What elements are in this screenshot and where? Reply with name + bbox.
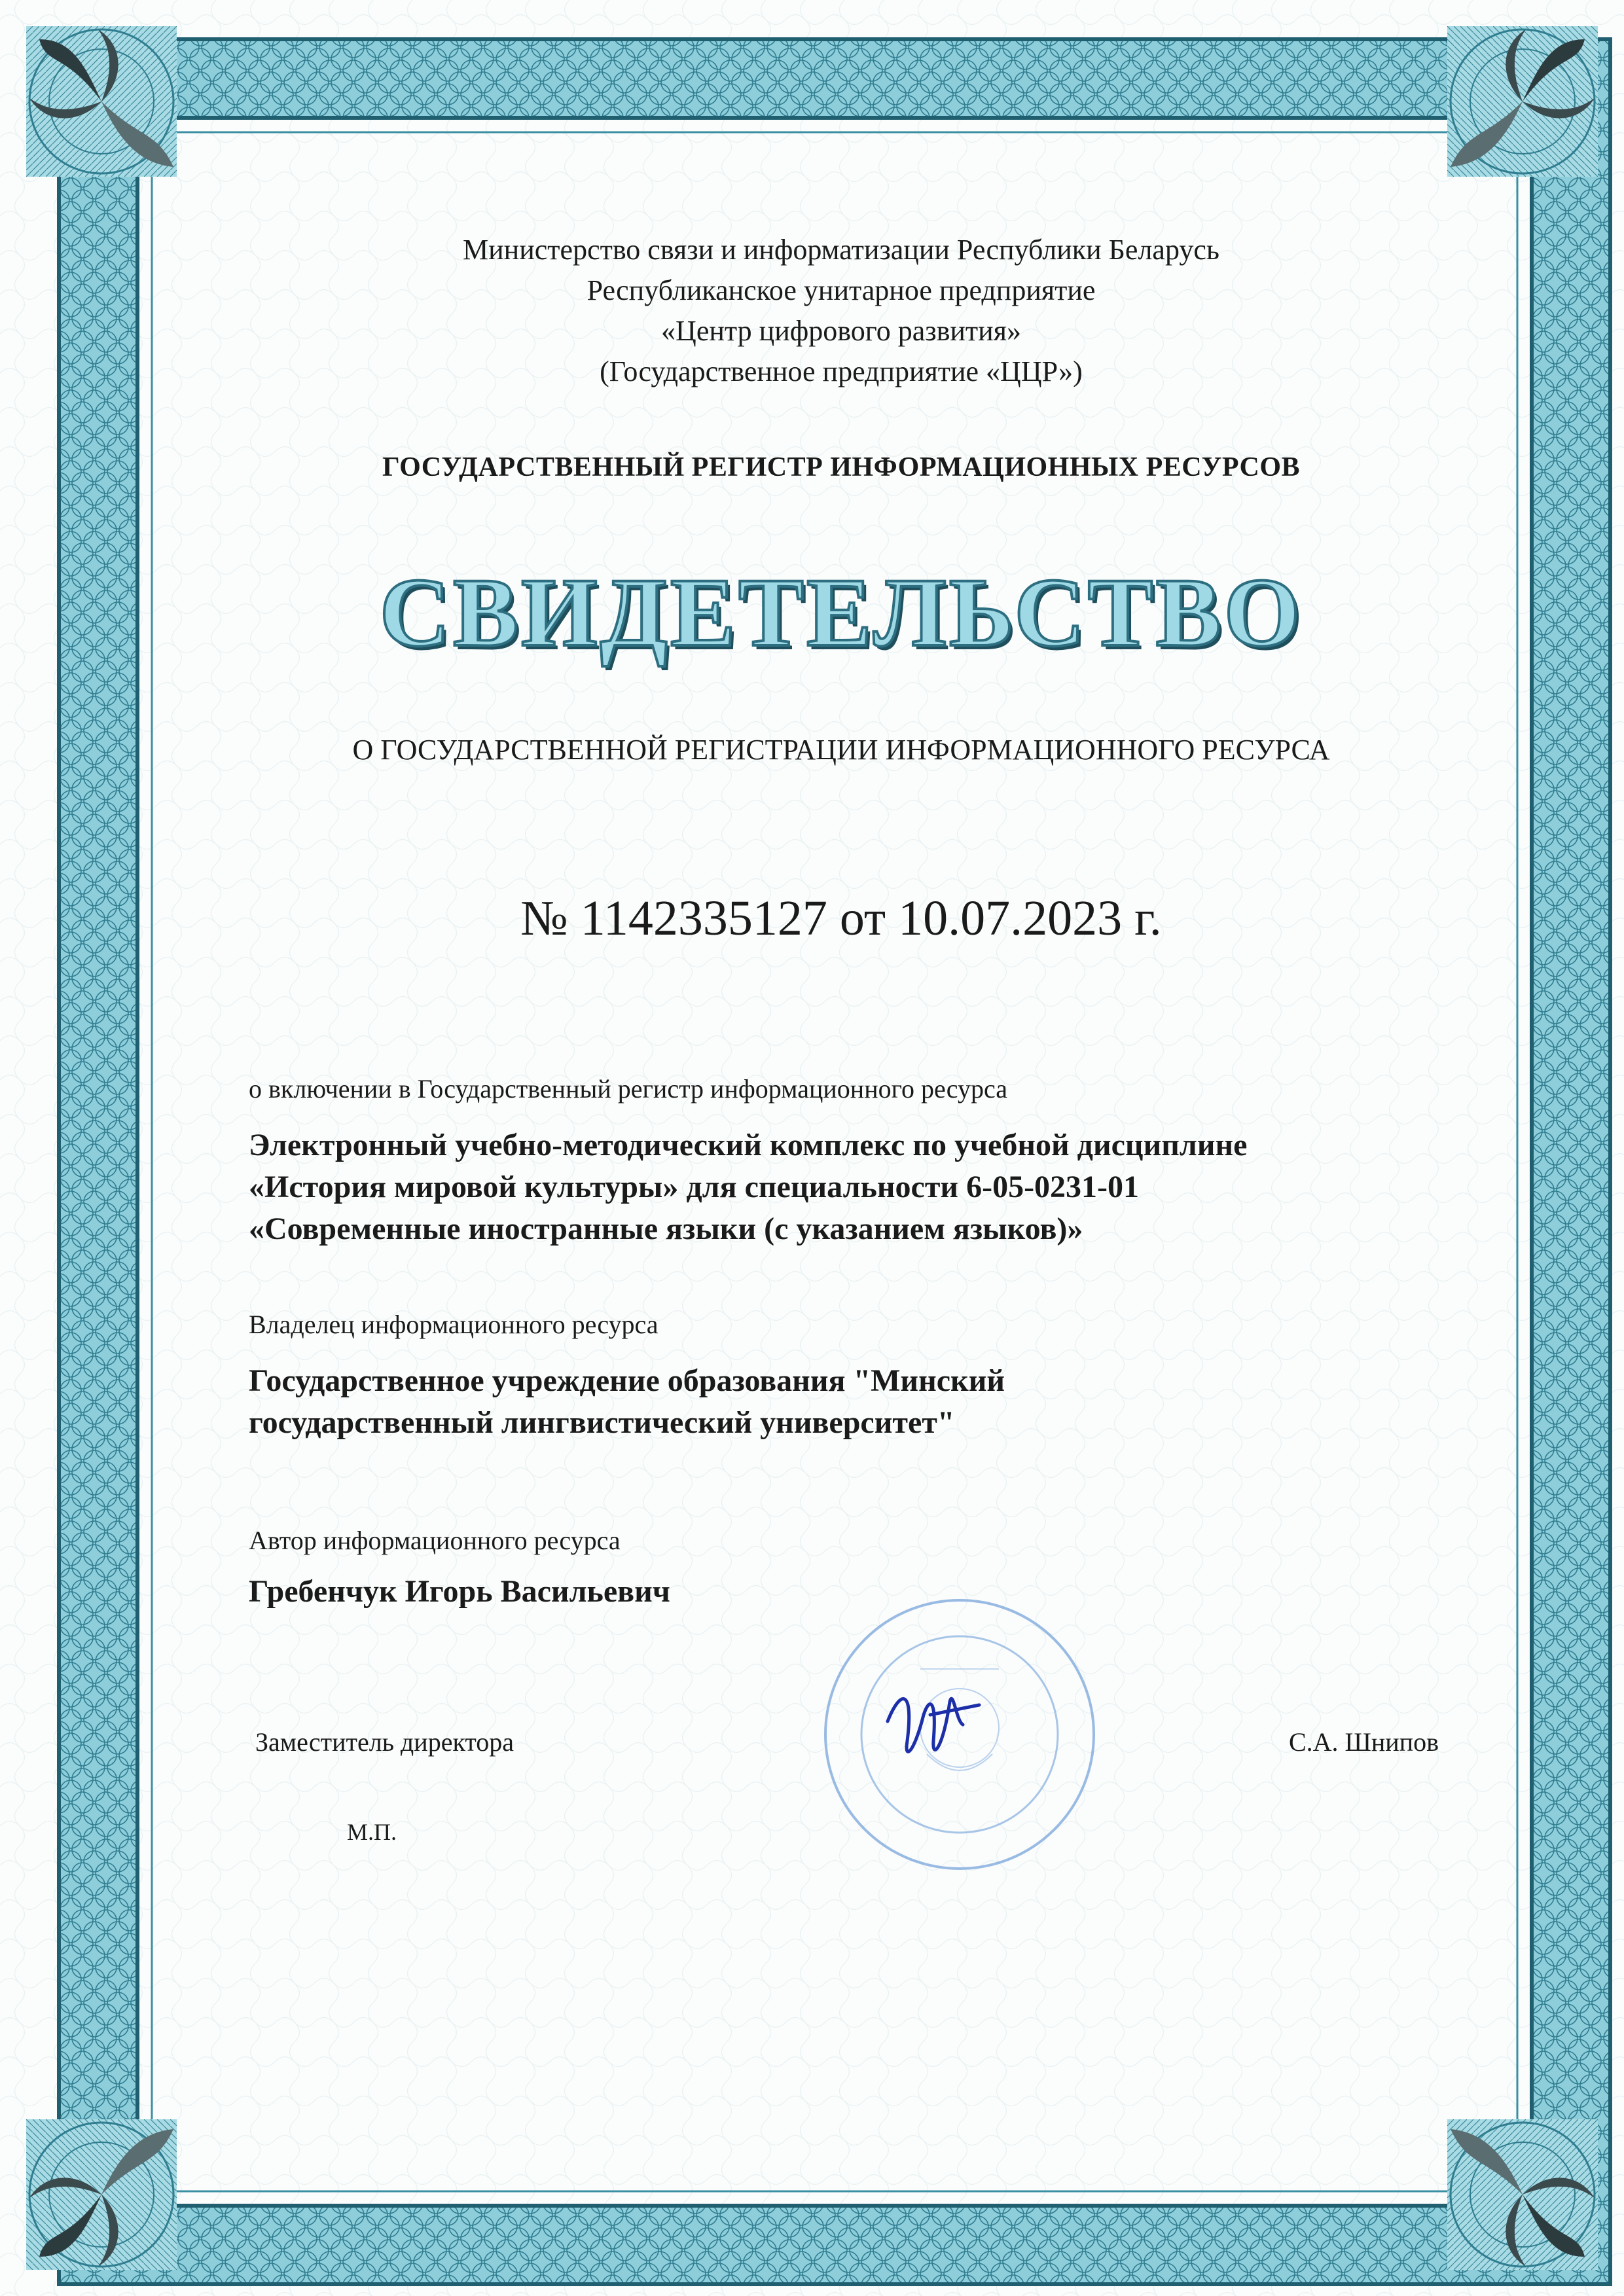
- resource-name: [249, 1124, 1247, 1250]
- owner-name: [249, 1360, 1005, 1444]
- official-stamp: [816, 1590, 1104, 1878]
- certificate-title: СВИДЕТЕЛЬСТВО: [379, 558, 1303, 667]
- author-label: Автор информационного ресурса: [249, 1526, 621, 1555]
- resource-name-line: «Современные иностранные языки (с указанием языков)»: [249, 1211, 1083, 1246]
- certificate-subtitle: О ГОСУДАРСТВЕННОЙ РЕГИСТРАЦИИ ИНФОРМАЦИОННОГО РЕСУРСА: [352, 734, 1330, 766]
- owner-name-line: государственный лингвистический университет": [249, 1405, 955, 1440]
- enterprise-type: Республиканское унитарное предприятие: [586, 274, 1096, 306]
- seal-place-label: М.П.: [347, 1819, 397, 1845]
- enterprise-short-name: (Государственное предприятие «ЦЦР»): [600, 355, 1083, 387]
- ministry-name: Министерство связи и информатизации Республики Беларусь: [463, 234, 1219, 266]
- corner-ornament-top-left: [26, 26, 177, 177]
- signatory-name: С.А. Шнипов: [1288, 1727, 1439, 1757]
- resource-name-line: Электронный учебно-методический комплекс по учебной дисциплине: [249, 1128, 1248, 1162]
- owner-name-line: Государственное учреждение образования "Минский: [249, 1363, 1005, 1398]
- resource-name-line: «История мировой культуры» для специальности 6-05-0231-01: [249, 1170, 1140, 1204]
- author-name: Гребенчук Игорь Васильевич: [249, 1574, 670, 1609]
- registry-title: ГОСУДАРСТВЕННЫЙ РЕГИСТР ИНФОРМАЦИОННЫХ РЕСУРСОВ: [382, 452, 1301, 482]
- owner-label: Владелец информационного ресурса: [249, 1310, 659, 1339]
- signatory-position: Заместитель директора: [255, 1727, 514, 1757]
- enterprise-name: «Центр цифрового развития»: [661, 315, 1021, 347]
- inclusion-label: о включении в Государственный регистр информационного ресурса: [249, 1074, 1007, 1103]
- certificate-number: № 1142335127 от 10.07.2023 г.: [520, 891, 1162, 946]
